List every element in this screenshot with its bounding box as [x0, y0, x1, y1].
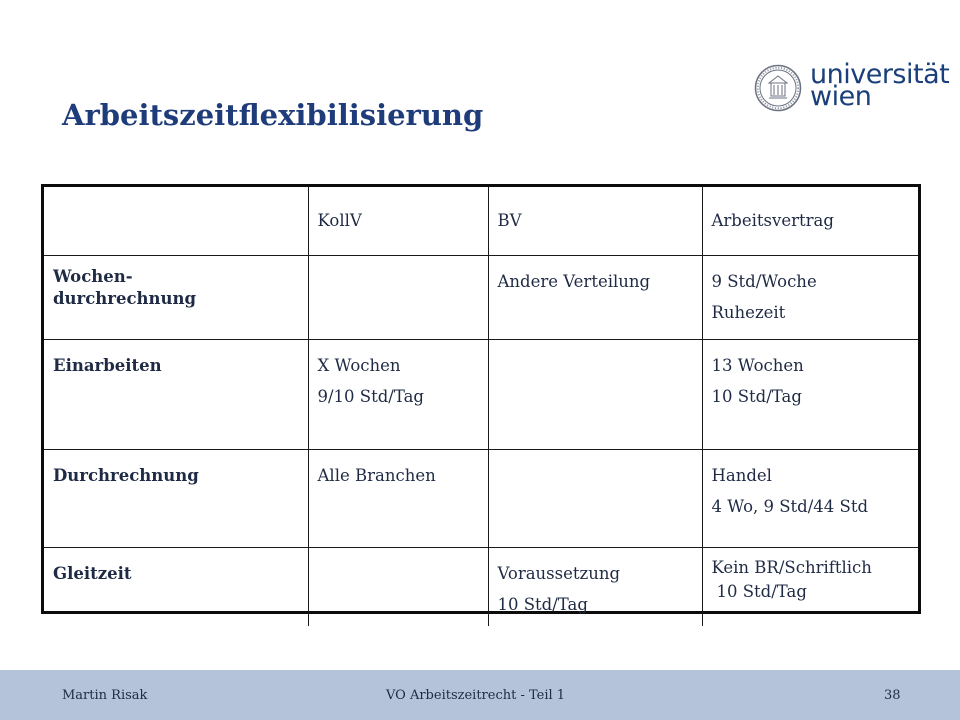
footer-page-number: 38 — [884, 688, 901, 703]
slide-title: Arbeitszeitflexibilisierung — [62, 98, 484, 132]
footer-author: Martin Risak — [62, 688, 148, 703]
header-cell-empty — [44, 187, 308, 255]
header-cell-kollv: KollV — [308, 187, 488, 255]
row-header-durchrechnung: Durchrechnung — [44, 449, 308, 547]
cell-kollv: Alle Branchen — [308, 449, 488, 547]
slide-footer — [0, 670, 960, 720]
logo-wordmark — [810, 59, 950, 112]
cell-bv — [488, 339, 702, 449]
table-row — [44, 547, 918, 626]
cell-arbeitsvertrag: 9 Std/Woche Ruhezeit — [702, 255, 918, 339]
university-logo — [754, 59, 950, 112]
table-header-row — [44, 187, 918, 255]
logo-line-1: universität — [810, 59, 950, 90]
row-header-wochendurchrechnung: Wochen- durchrechnung — [44, 255, 308, 339]
cell-bv: Andere Verteilung — [488, 255, 702, 339]
cell-arbeitsvertrag: Handel 4 Wo, 9 Std/44 Std — [702, 449, 918, 547]
table-row — [44, 449, 918, 547]
cell-kollv — [308, 547, 488, 626]
cell-kollv — [308, 255, 488, 339]
row-header-gleitzeit: Gleitzeit — [44, 547, 308, 626]
header-cell-arbeitsvertrag: Arbeitsvertrag — [702, 187, 918, 255]
table-row — [44, 255, 918, 339]
cell-arbeitsvertrag: 13 Wochen 10 Std/Tag — [702, 339, 918, 449]
cell-bv: Voraussetzung 10 Std/Tag — [488, 547, 702, 626]
comparison-table — [41, 184, 921, 614]
table-row — [44, 339, 918, 449]
row-header-einarbeiten: Einarbeiten — [44, 339, 308, 449]
header-cell-bv: BV — [488, 187, 702, 255]
logo-line-2: wien — [810, 81, 872, 112]
university-seal-icon — [754, 64, 802, 112]
cell-kollv: X Wochen 9/10 Std/Tag — [308, 339, 488, 449]
footer-course: VO Arbeitszeitrecht - Teil 1 — [386, 688, 566, 703]
cell-bv — [488, 449, 702, 547]
cell-arbeitsvertrag: Kein BR/Schriftlich 10 Std/Tag — [702, 547, 918, 626]
